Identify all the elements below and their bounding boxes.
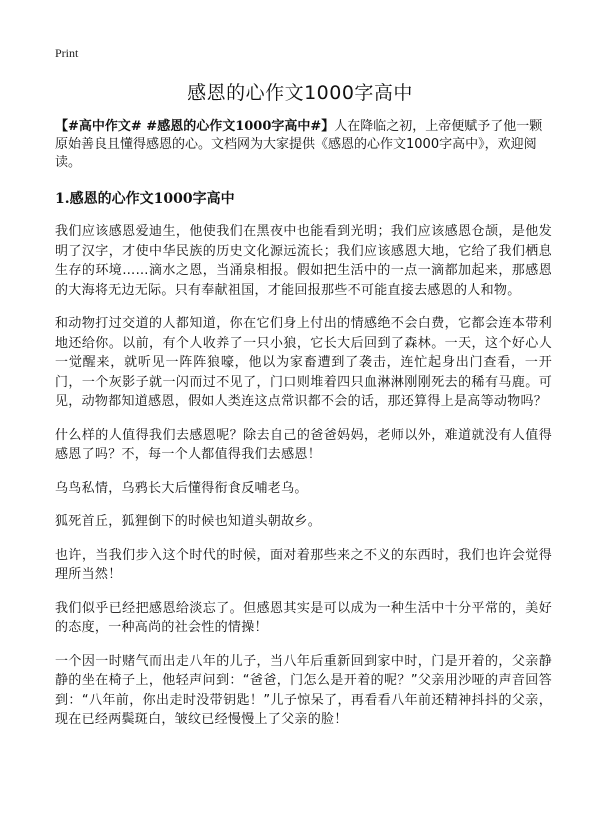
section-heading: 1.感恩的心作文1000字高中 [55, 191, 235, 207]
paragraph: 和动物打过交道的人都知道，你在它们身上付出的情感绝不会白费，它都会连本带利地还给你。以前，有个人收养了一只小狼，它长大后回到了森林。一天，这个好心人一觉醒来，就听见一阵阵狼嚎，他以为家畜遭到了袭击，连忙起身出门查看，一开门，一个灰影子就一闪而过不见了，门口则堆着四只血淋淋刚刚死去的稀有马鹿。可见，动物都知道感恩，假如人类连这点常识都不会的话，那还算得上是高等动物吗？ [55, 316, 552, 409]
intro-paragraph [55, 118, 552, 172]
print-link[interactable]: Print [55, 46, 79, 60]
page-title: 感恩的心作文1000字高中 [187, 82, 413, 104]
paragraph: 一个因一时赌气而出走八年的儿子，当八年后重新回到家中时，门是开着的，父亲静静的坐在椅子上，他轻声问到：“爸爸，门怎么是开着的呢？”父亲用沙哑的声音回答到：“八年前，你出走时没带钥匙！”儿子惊呆了，再看看八年前还精神抖抖的父亲，现在已经两鬓斑白，皱纹已经慢慢上了父亲的脸！ [55, 653, 552, 727]
paragraph: 什么样的人值得我们去感恩呢？除去自己的爸爸妈妈，老师以外，难道就没有人值得感恩了吗？不，每一个人都值得我们去感恩！ [55, 427, 552, 462]
paragraph: 狐死首丘，狐狸倒下的时候也知道头朝故乡。 [55, 514, 322, 529]
paragraph: 也许，当我们步入这个时代的时候，面对着那些来之不义的东西时，我们也许会觉得理所当然！ [55, 547, 552, 582]
paragraph: 我们似乎已经把感恩给淡忘了。但感恩其实是可以成为一种生活中十分平常的，美好的态度，一种高尚的社会性的情操！ [55, 600, 552, 635]
intro-tag: 【#高中作文# #感恩的心作文1000字高中#】 [55, 119, 335, 134]
intro-text: 人在降临之初，上帝便赋予了他一颗原始善良且懂得感恩的心。文档网为大家提供《感恩的心作文1000字高中》，欢迎阅读。 [55, 119, 543, 170]
paragraph: 乌鸟私情，乌鸦长大后懂得衔食反哺老乌。 [55, 480, 308, 496]
paragraph: 我们应该感恩爱迪生，他使我们在黑夜中也能看到光明；我们应该感恩仓颉，是他发明了汉字，才使中华民族的历史文化源远流长；我们应该感恩大地，它给了我们栖息生存的环境……滴水之恩，当涌泉相报。假如把生活中的一点一滴都加起来，那感恩的大海将无边无际。只有奉献祖国，才能回报那些不可能直接去感恩的人和物。 [55, 224, 552, 298]
article-body [55, 118, 552, 744]
